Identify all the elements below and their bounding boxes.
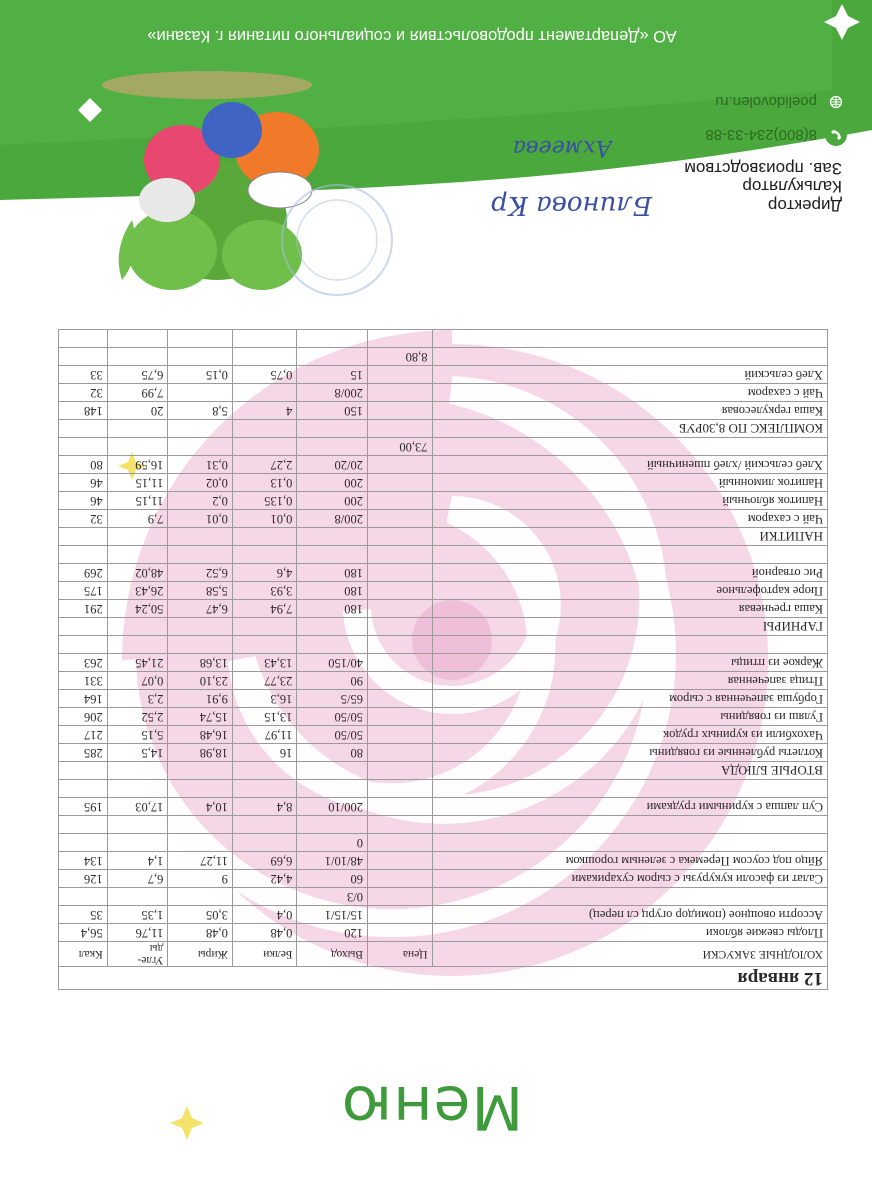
cell-output: 48/10/1 <box>297 852 368 870</box>
cell-kcal: 175 <box>59 582 108 600</box>
cell-name: Чай с сахаром <box>432 384 827 402</box>
cell-fat: 10,4 <box>168 798 233 816</box>
cell-name: Горбуша запеченная с сыром <box>432 690 827 708</box>
globe-icon <box>825 91 847 113</box>
cell-kcal: 80 <box>59 456 108 474</box>
cell-carb: 50,24 <box>107 600 168 618</box>
cell-carb: 6,7 <box>107 870 168 888</box>
cell-carb: 17,03 <box>107 798 168 816</box>
cell-output: 15/15/1 <box>297 906 368 924</box>
cell-name: Пюре картофельное <box>432 582 827 600</box>
cell-protein: 8,4 <box>232 798 297 816</box>
cell-protein: 0,75 <box>232 366 297 384</box>
cell-kcal: 164 <box>59 690 108 708</box>
cell-protein: 0,48 <box>232 924 297 942</box>
cell-kcal: 134 <box>59 852 108 870</box>
cell-output: 200/8 <box>297 384 368 402</box>
website-row <box>715 90 847 114</box>
cell-kcal: 56,4 <box>59 924 108 942</box>
cell-kcal: 32 <box>59 510 108 528</box>
cell-output: 200/8 <box>297 510 368 528</box>
cell-output: 0/3 <box>297 888 368 906</box>
cell-name: Салат из фасоли кукурузы с сыром сухариками <box>432 870 827 888</box>
cell-output: 120 <box>297 924 368 942</box>
cell-output: 200 <box>297 474 368 492</box>
col-price: Цена <box>368 942 433 967</box>
cell-fat: 13,68 <box>168 654 233 672</box>
cell-protein: 0,01 <box>232 510 297 528</box>
cell-carb: 1,35 <box>107 906 168 924</box>
cell-output: 20/20 <box>297 456 368 474</box>
cell-carb: 5,15 <box>107 726 168 744</box>
cell-name: Хлеб сельский <box>432 366 827 384</box>
cell-output: 180 <box>297 600 368 618</box>
section-drinks: НАПИТКИ <box>432 528 827 546</box>
cell-name: Котлеты рубленные из говядины <box>432 744 827 762</box>
cell-fat: 18,98 <box>168 744 233 762</box>
cell-kcal: 33 <box>59 366 108 384</box>
phone-icon <box>825 124 847 146</box>
cell-protein: 13,43 <box>232 654 297 672</box>
cell-output: 0 <box>297 834 368 852</box>
section-second-courses: ВТОРЫЕ БЛЮДА <box>432 762 827 780</box>
cell-name: Плоды свежие яблоки <box>432 924 827 942</box>
stamp-icon <box>282 185 392 295</box>
cell-protein: 4,42 <box>232 870 297 888</box>
cell-kcal: 217 <box>59 726 108 744</box>
cell-output: 40/150 <box>297 654 368 672</box>
cell-kcal: 263 <box>59 654 108 672</box>
cell-output: 60 <box>297 870 368 888</box>
cell-carb: 7,9 <box>107 510 168 528</box>
cell-fat: 6,47 <box>168 600 233 618</box>
cell-fat: 5,8 <box>168 402 233 420</box>
cell-kcal: 32 <box>59 384 108 402</box>
col-fat: Жиры <box>168 942 233 967</box>
cell-carb: 16,59 <box>107 456 168 474</box>
sig-director-label: Директор <box>767 196 842 215</box>
cell-kcal: 206 <box>59 708 108 726</box>
cell-kcal: 148 <box>59 402 108 420</box>
cell-protein: 4,6 <box>232 564 297 582</box>
cell-protein: 11,97 <box>232 726 297 744</box>
cell-kcal: 126 <box>59 870 108 888</box>
menu-date: 12 января <box>59 967 828 990</box>
cell-protein: 0,4 <box>232 906 297 924</box>
cell-fat: 0,01 <box>168 510 233 528</box>
cell-name: Напиток лимонный <box>432 474 827 492</box>
cell-output: 15 <box>297 366 368 384</box>
cell-protein: 23,77 <box>232 672 297 690</box>
cell-fat: 11,27 <box>168 852 233 870</box>
cell-carb: 11,15 <box>107 492 168 510</box>
cell-carb: 6,75 <box>107 366 168 384</box>
cell-fat: 0,48 <box>168 924 233 942</box>
cell-carb: 2,52 <box>107 708 168 726</box>
cell-kcal: 269 <box>59 564 108 582</box>
cell-output: 80 <box>297 744 368 762</box>
cell-output: 90 <box>297 672 368 690</box>
cell-kcal: 46 <box>59 474 108 492</box>
cell-output: 50/50 <box>297 708 368 726</box>
cell-name: Напиток яблочный <box>432 492 827 510</box>
cell-kcal: 195 <box>59 798 108 816</box>
cell-fat: 0,31 <box>168 456 233 474</box>
col-carbs: Угле- ды <box>107 942 168 967</box>
cell-protein: 2,27 <box>232 456 297 474</box>
menu-title: Меню <box>340 1072 524 1142</box>
cell-carb: 2,3 <box>107 690 168 708</box>
cell-output: 65/5 <box>297 690 368 708</box>
company-name: АО «Департамент продовольствия и социального питания г. Казани» <box>147 27 677 45</box>
cell-output: 150 <box>297 402 368 420</box>
cell-output: 180 <box>297 564 368 582</box>
cell-protein: 0,13 <box>232 474 297 492</box>
cell-name: Жаркое из птицы <box>432 654 827 672</box>
cell-carb: 20 <box>107 402 168 420</box>
cell-protein: 4 <box>232 402 297 420</box>
section-cold-appetizers: ХОЛОДНЫЕ ЗАКУСКИ <box>432 942 827 967</box>
cell-name: Яйцо под соусом Перемека с зеленым горошком <box>432 852 827 870</box>
cell-fat: 3,05 <box>168 906 233 924</box>
cell-fat: 23,10 <box>168 672 233 690</box>
cell-fat: 0,02 <box>168 474 233 492</box>
cell-protein: 13,15 <box>232 708 297 726</box>
cell-name: Рис отварной <box>432 564 827 582</box>
leaf-icon <box>119 220 136 280</box>
cell-fat: 0,15 <box>168 366 233 384</box>
signature-handwritten-2: Ахмеева <box>512 135 612 160</box>
cell-protein: 6,69 <box>232 852 297 870</box>
col-output: Выход <box>297 942 368 967</box>
cell-output: 200/10 <box>297 798 368 816</box>
cell-carb: 0,07 <box>107 672 168 690</box>
section-garnishes: ГАРНИРЫ <box>432 618 827 636</box>
cell-name: Чахохбили из куриных грудок <box>432 726 827 744</box>
cell-output: 50/50 <box>297 726 368 744</box>
cell-name: Каша гречневая <box>432 600 827 618</box>
cell-kcal: 291 <box>59 600 108 618</box>
cell-carb: 14,5 <box>107 744 168 762</box>
cell-kcal: 35 <box>59 906 108 924</box>
cell-name: Птица запеченная <box>432 672 827 690</box>
cell-name: Каша геркулесовая <box>432 402 827 420</box>
cell-carb: 11,15 <box>107 474 168 492</box>
cell-carb: 21,45 <box>107 654 168 672</box>
cell-fat: 0,2 <box>168 492 233 510</box>
cell-protein: 16 <box>232 744 297 762</box>
cell-protein: 7,94 <box>232 600 297 618</box>
cell-kcal: 285 <box>59 744 108 762</box>
cell-carb: 7,99 <box>107 384 168 402</box>
section-complex: КОМПЛЕКС ПО 8,30РУБ <box>432 420 827 438</box>
website-url: poelidovolen.ru <box>715 93 817 111</box>
phone-row <box>705 123 847 147</box>
cell-name: Чай с сахаром <box>432 510 827 528</box>
cell-output: 180 <box>297 582 368 600</box>
cell-fat: 15,74 <box>168 708 233 726</box>
col-protein: Белки <box>232 942 297 967</box>
sig-production-label: Зав. производством <box>684 159 842 178</box>
cell-fat: 9,91 <box>168 690 233 708</box>
cell-carb: 48,02 <box>107 564 168 582</box>
cell-carb: 26,43 <box>107 582 168 600</box>
col-kcal: Ккал <box>59 942 108 967</box>
cell-carb: 1,4 <box>107 852 168 870</box>
cell-protein: 0,135 <box>232 492 297 510</box>
cell-protein: 16,3 <box>232 690 297 708</box>
cell-name: Хлеб сельский /хлеб пшеничный <box>432 456 827 474</box>
cell-output: 200 <box>297 492 368 510</box>
cell-name: Ассорти овощное (помидор огурц сл перец) <box>432 906 827 924</box>
cell-name: Суп лапша с куриными грудками <box>432 798 827 816</box>
phone-number: 8(800)234-33-88 <box>705 126 817 144</box>
cell-fat: 6,52 <box>168 564 233 582</box>
cell-kcal: 331 <box>59 672 108 690</box>
cell-fat: 9 <box>168 870 233 888</box>
sig-calculator-label: Калькулятор <box>742 177 842 196</box>
cell-fat: 5,58 <box>168 582 233 600</box>
cell-carb: 11,76 <box>107 924 168 942</box>
cell-fat: 16,48 <box>168 726 233 744</box>
cell-price: 73,00 <box>368 438 433 456</box>
signature-handwritten-1: Блинова Кр <box>491 190 652 220</box>
cell-price: 8,80 <box>368 348 433 366</box>
cell-kcal: 46 <box>59 492 108 510</box>
cell-name: Гуляш из говядины <box>432 708 827 726</box>
cell-protein: 3,93 <box>232 582 297 600</box>
